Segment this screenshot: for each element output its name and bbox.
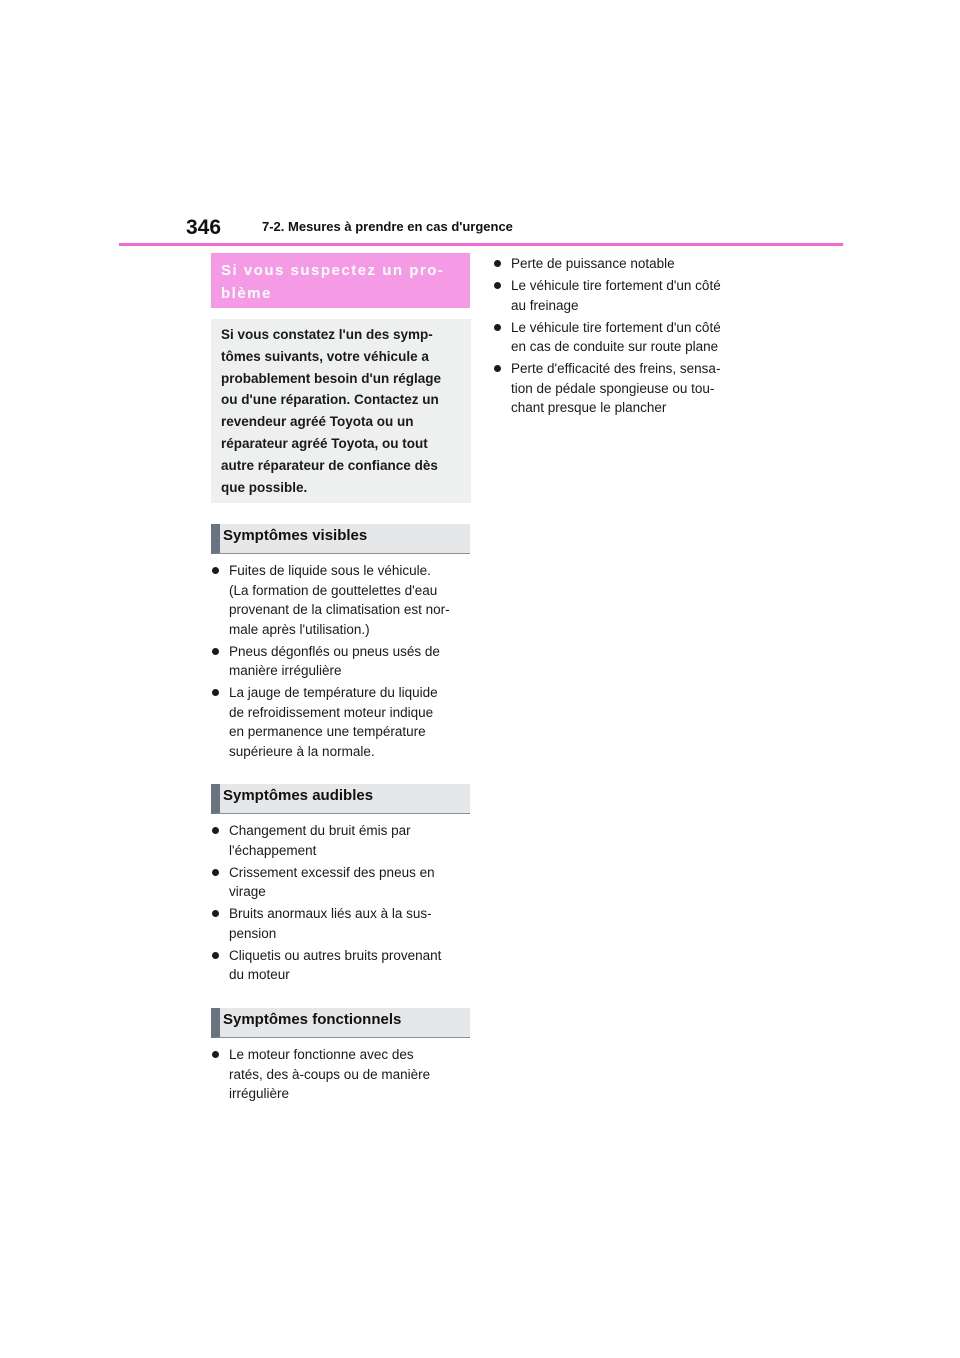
functional-symptoms-list (211, 1045, 481, 1106)
audible-symptoms-list (211, 821, 481, 987)
intro-box (211, 319, 471, 503)
heading-audible-symptoms: Symptômes audibles (211, 784, 470, 814)
section-title: 7-2. Mesures à prendre en cas d'urgence (262, 219, 513, 234)
list-item: Crissement excessif des pneus en virage (211, 863, 481, 902)
bullet-icon (212, 827, 219, 834)
list-item: Fuites de liquide sous le véhicule. (La formation de gouttelettes d'eau provenant de la climatisation est nor- male après l'utilisation.) (211, 561, 481, 639)
heading-functional-symptoms: Symptômes fonctionnels (211, 1008, 470, 1038)
bullet-icon (212, 869, 219, 876)
bullet-icon (212, 952, 219, 959)
intro-line: réparateur agréé Toyota, ou tout (221, 435, 428, 451)
main-heading (211, 253, 470, 308)
bullet-icon (494, 260, 501, 267)
bullet-icon (212, 648, 219, 655)
intro-line: revendeur agréé Toyota ou un (221, 414, 414, 430)
functional-symptoms-list-continued (493, 254, 763, 420)
visible-symptoms-list (211, 561, 481, 764)
bullet-icon (212, 1051, 219, 1058)
list-item: Le moteur fonctionne avec des ratés, des à-coups ou de manière irrégulière (211, 1045, 481, 1104)
list-item: Le véhicule tire fortement d'un côté en cas de conduite sur route plane (493, 318, 763, 357)
list-item: Le véhicule tire fortement d'un côté au freinage (493, 276, 763, 315)
list-item: Changement du bruit émis par l'échappement (211, 821, 481, 860)
list-item: Pneus dégonflés ou pneus usés de manière irrégulière (211, 642, 481, 681)
intro-line: probablement besoin d'un réglage (221, 370, 441, 386)
bullet-icon (494, 324, 501, 331)
list-item: Bruits anormaux liés aux à la sus- pension (211, 904, 481, 943)
main-heading-line: blème (221, 285, 272, 302)
intro-line: autre réparateur de confiance dès (221, 457, 438, 473)
list-item: Cliquetis ou autres bruits provenant du moteur (211, 946, 481, 985)
header-divider (119, 243, 843, 246)
intro-line: tômes suivants, votre véhicule a (221, 348, 429, 364)
list-item: La jauge de température du liquide de refroidissement moteur indique en permanence une température supérieure à la normale. (211, 683, 481, 761)
intro-line: Si vous constatez l'un des symp- (221, 327, 433, 342)
page-number: 346 (186, 216, 222, 239)
intro-line: ou d'une réparation. Contactez un (221, 392, 439, 408)
intro-line: que possible. (221, 479, 308, 495)
bullet-icon (494, 365, 501, 372)
list-item: Perte de puissance notable (493, 254, 763, 274)
bullet-icon (494, 282, 501, 289)
heading-visible-symptoms: Symptômes visibles (211, 524, 470, 554)
bullet-icon (212, 689, 219, 696)
list-item: Perte d'efficacité des freins, sensa- tion de pédale spongieuse ou tou- chant presque le plancher (493, 359, 763, 418)
main-heading-line: Si vous suspectez un pro- (221, 262, 445, 279)
bullet-icon (212, 910, 219, 917)
bullet-icon (212, 567, 219, 574)
